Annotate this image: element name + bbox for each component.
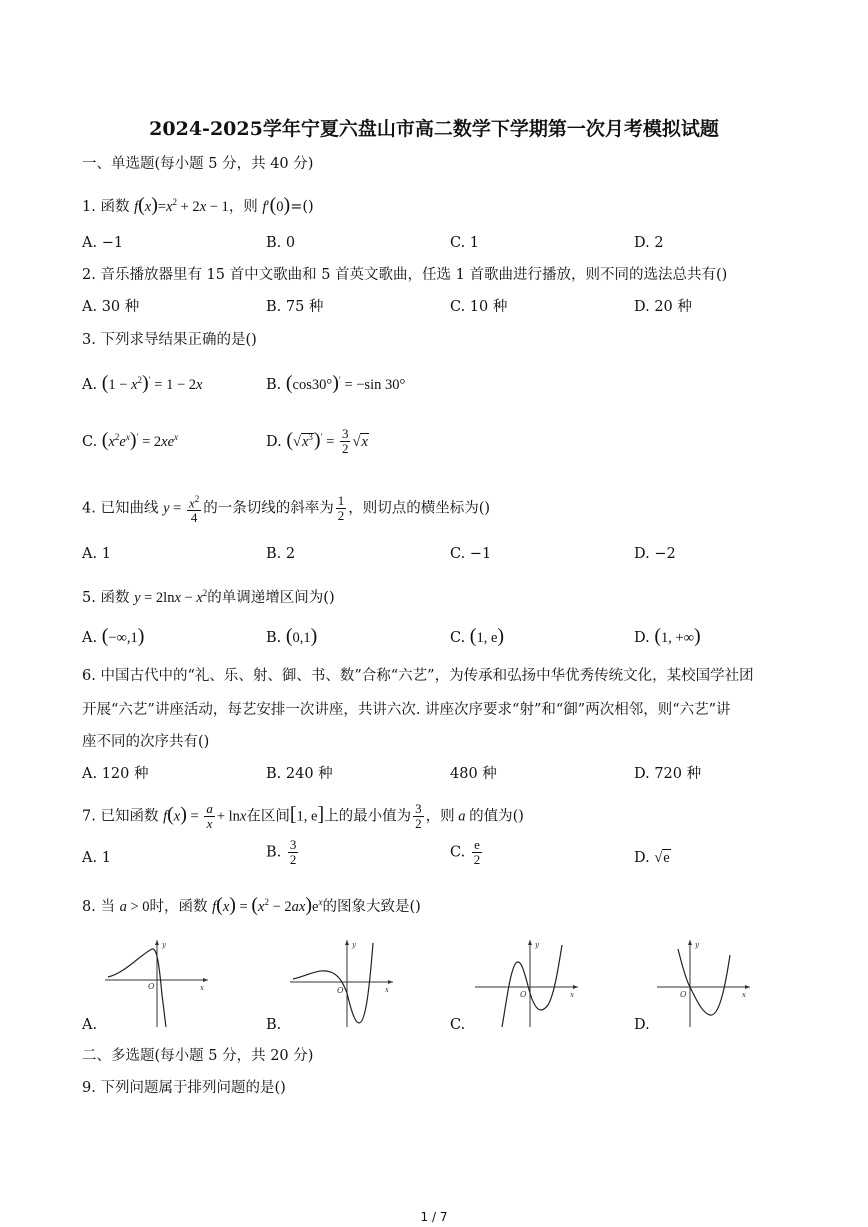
q3-label-b: B. <box>266 376 282 393</box>
q5-option-c: C. (1, e) <box>450 625 505 647</box>
q1-option-c: C. 1 <box>450 235 480 251</box>
page-title: 2024-2025学年宁夏六盘山市高二数学下学期第一次月考模拟试题 <box>149 118 719 140</box>
q2-option-b: B. 75 种 <box>266 299 324 315</box>
svg-text:x: x <box>570 991 574 999</box>
q5-label-a: A. <box>82 630 98 646</box>
q8-graph-b <box>285 935 400 1030</box>
q7-mid2: 上的最小值为 <box>324 808 412 825</box>
q2-option-d: D. 20 种 <box>634 299 692 315</box>
q7-label-b: B. <box>266 844 282 861</box>
q8-suffix: 的图象大致是() <box>322 898 421 915</box>
svg-text:x: x <box>742 991 746 999</box>
q4-option-b: B. 2 <box>266 546 296 562</box>
q5-option-a: A. (−∞,1) <box>82 625 145 647</box>
q6-option-c: 480 种 <box>450 766 497 782</box>
svg-text:x: x <box>200 984 204 992</box>
section-heading-multiple-choice: 二、多选题(每小题 5 分，共 20 分) <box>82 1048 314 1064</box>
q8-graph-c <box>470 935 585 1030</box>
q3-option-c: C. $(x^2e^x)' = 2xe^x$ <box>82 428 179 451</box>
q5-option-b: B. (0,1) <box>266 625 318 647</box>
q8-mid1: 时，函数 <box>149 898 208 915</box>
q1-suffix: ，则 <box>228 198 258 215</box>
q1-option-d: D. 2 <box>634 235 664 251</box>
q6-option-b: B. 240 种 <box>266 766 333 782</box>
q7-option-a: A. 1 <box>82 850 111 866</box>
svg-text:O: O <box>148 982 155 991</box>
q8-graph-d <box>652 935 767 1030</box>
q7-prefix: 7. 已知函数 <box>82 808 159 825</box>
q8-graph-a <box>100 935 215 1030</box>
q6-option-d: D. 720 种 <box>634 766 702 782</box>
q3-option-a: A. $(1 - x^2)' = 1 - 2x$ <box>82 371 203 394</box>
q4-suffix: ，则切点的横坐标为() <box>348 500 491 517</box>
q8-label-b: B. <box>266 1017 282 1033</box>
svg-text:O: O <box>520 990 527 999</box>
q8-label-a: A. <box>82 1017 98 1033</box>
question-2: 2. 音乐播放器里有 15 首中文歌曲和 5 首英文歌曲，任选 1 首歌曲进行播放，则不同的选法总共有() <box>82 267 728 283</box>
q7-mid1: 在区间 <box>246 808 290 825</box>
q7-option-c: C. $\frac{e}{2}$ <box>450 837 481 867</box>
q4-option-c: C. −1 <box>450 546 492 562</box>
q1-option-b: B. 0 <box>266 235 296 251</box>
question-3: 3. 下列求导结果正确的是() <box>82 332 257 348</box>
q3-option-d: D. $(√x^3)'$ = $\frac{3}{2}$ √x <box>266 426 368 457</box>
svg-text:y: y <box>535 941 539 949</box>
q8-label-d: D. <box>634 1017 650 1033</box>
q7-mid3: ，则 <box>425 808 455 825</box>
q4-mid: 的一条切线的斜率为 <box>203 500 334 517</box>
question-8: 8. 当 a > 0时，函数 $f(x) = (x^2 - 2ax)e^x$的图象大致是() <box>82 893 421 916</box>
q7-label-d: D. <box>634 850 650 866</box>
svg-text:O: O <box>337 986 344 995</box>
q7-label-c: C. <box>450 844 466 861</box>
question-9: 9. 下列问题属于排列问题的是() <box>82 1080 286 1096</box>
q5-option-d: D. (1, +∞) <box>634 625 701 647</box>
question-4: 4. 已知曲线 y = $\frac{x^2}{4}$ 的一条切线的斜率为 $\frac{1}{2}$ ，则切点的横坐标为() <box>82 493 491 526</box>
q2-option-a: A. 30 种 <box>82 299 140 315</box>
q5-label-b: B. <box>266 630 282 646</box>
page-number: 1 / 7 <box>420 1210 448 1224</box>
q5-label-d: D. <box>634 630 650 646</box>
svg-text:y: y <box>162 941 166 949</box>
q1-option-a: A. −1 <box>82 235 124 251</box>
q5-suffix: 的单调递增区间为() <box>207 589 335 606</box>
q7-option-b: B. $\frac{3}{2}$ <box>266 837 297 867</box>
section-heading-single-choice: 一、单选题(每小题 5 分，共 40 分) <box>82 156 314 172</box>
q5-prefix: 5. 函数 <box>82 589 130 606</box>
q2-option-c: C. 10 种 <box>450 299 508 315</box>
q1-end: =() <box>290 198 314 215</box>
q8-prefix: 8. 当 <box>82 898 115 915</box>
q3-label-c: C. <box>82 433 98 450</box>
question-7: 7. 已知函数 f(x) = $\frac{a}{x}$ + lnx在区间[1, e]上的最小值为 $\frac{3}{2}$ ，则 a 的值为() <box>82 801 524 831</box>
q1-prefix: 1. 函数 <box>82 198 130 215</box>
question-6-line-3: 座不同的次序共有() <box>82 734 210 750</box>
question-6-line-1: 6. 中国古代中的“礼、乐、射、御、书、数”合称“六艺”，为传承和弘扬中华优秀传统文化，某校国学社团 <box>82 668 754 684</box>
svg-text:y: y <box>352 941 356 949</box>
q4-prefix: 4. 已知曲线 <box>82 500 159 517</box>
q3-label-d: D. <box>266 433 282 450</box>
q4-option-a: A. 1 <box>82 546 111 562</box>
q5-label-c: C. <box>450 630 466 646</box>
question-5: 5. 函数 $y = 2\ln x - x^2$的单调递增区间为() <box>82 588 335 606</box>
q8-label-c: C. <box>450 1017 466 1033</box>
q6-option-a: A. 120 种 <box>82 766 149 782</box>
svg-text:x: x <box>385 986 389 994</box>
q7-option-d: D. √e <box>634 850 670 866</box>
q4-option-d: D. −2 <box>634 546 676 562</box>
q3-option-b: B. (cos30°)′ = −sin 30° <box>266 371 406 394</box>
question-1: 1. 函数 $f(x)=x^2 + 2x - 1$，则 f′(0)=() <box>82 193 314 216</box>
q3-label-a: A. <box>82 376 98 393</box>
q7-suffix: 的值为() <box>469 808 524 825</box>
svg-text:O: O <box>680 990 687 999</box>
svg-text:y: y <box>695 941 699 949</box>
question-6-line-2: 开展“六艺”讲座活动，每艺安排一次讲座，共讲六次. 讲座次序要求“射”和“御”两次相邻，则“六艺”讲 <box>82 702 731 718</box>
